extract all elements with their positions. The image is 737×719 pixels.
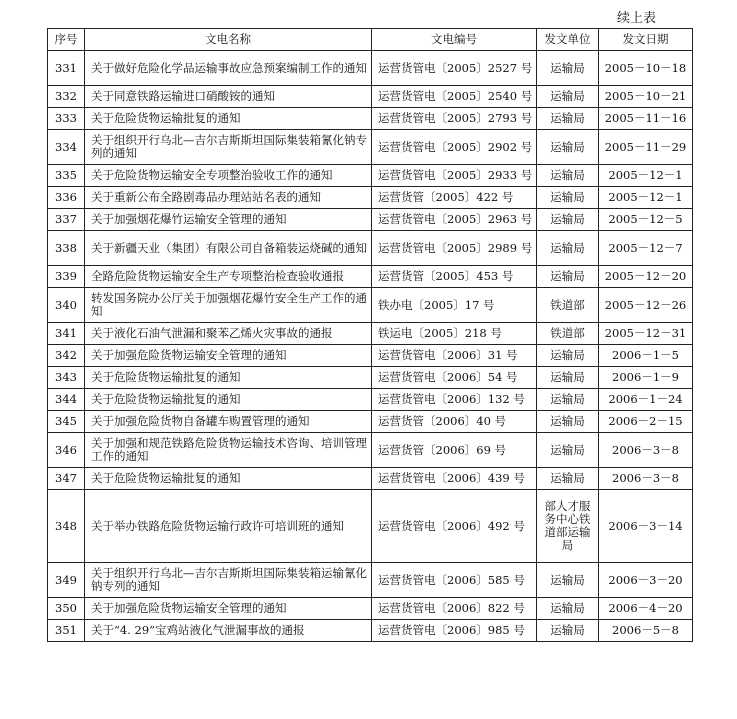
row-no: 337 [48,209,85,231]
row-no: 349 [48,563,85,598]
row-date: 2006－3－14 [599,490,693,563]
row-unit: 运输局 [537,187,599,209]
row-no: 334 [48,130,85,165]
table-row [48,563,693,598]
row-title: 关于危险货物运输安全专项整治验收工作的通知 [85,165,372,187]
row-code: 运营货管〔2005〕453 号 [372,266,537,288]
row-title: 关于加强危险货物自备罐车购置管理的通知 [85,411,372,433]
row-code: 运营货管电〔2005〕2989 号 [372,231,537,266]
row-unit: 运输局 [537,266,599,288]
row-date: 2005－12－7 [599,231,693,266]
row-date: 2005－11－16 [599,108,693,130]
table-row [48,130,693,165]
row-date: 2006－3－8 [599,468,693,490]
table-row [48,598,693,620]
row-code: 运营货管电〔2006〕54 号 [372,367,537,389]
row-code: 运营货管电〔2006〕822 号 [372,598,537,620]
table-row [48,187,693,209]
row-no: 339 [48,266,85,288]
row-no: 338 [48,231,85,266]
table-row [48,433,693,468]
header-no: 序号 [48,29,85,51]
row-unit: 铁道部 [537,323,599,345]
row-title: 转发国务院办公厅关于加强烟花爆竹安全生产工作的通知 [85,288,372,323]
row-no: 333 [48,108,85,130]
row-date: 2005－12－31 [599,323,693,345]
header-unit: 发文单位 [537,29,599,51]
row-title: 关于组织开行乌北—吉尔吉斯斯坦国际集装箱氰化钠专列的通知 [85,130,372,165]
table-row [48,288,693,323]
row-title: 关于加强危险货物运输安全管理的通知 [85,598,372,620]
row-code: 铁运电〔2005〕218 号 [372,323,537,345]
row-date: 2005－12－26 [599,288,693,323]
table-row [48,108,693,130]
header-date: 发文日期 [599,29,693,51]
row-code: 运营货管电〔2005〕2963 号 [372,209,537,231]
row-code: 运营货管电〔2006〕492 号 [372,490,537,563]
row-date: 2006－1－5 [599,345,693,367]
row-title: 关于危险货物运输批复的通知 [85,468,372,490]
row-unit: 运输局 [537,468,599,490]
row-date: 2006－1－9 [599,367,693,389]
row-date: 2005－12－5 [599,209,693,231]
row-unit: 运输局 [537,209,599,231]
row-code: 运营货管电〔2006〕439 号 [372,468,537,490]
row-code: 运营货管电〔2006〕132 号 [372,389,537,411]
row-unit: 运输局 [537,108,599,130]
row-unit: 运输局 [537,86,599,108]
row-title: 关于同意铁路运输进口硝酸铵的通知 [85,86,372,108]
table-row [48,323,693,345]
table-row [48,231,693,266]
row-no: 351 [48,620,85,642]
row-no: 343 [48,367,85,389]
row-title: 全路危险货物运输安全生产专项整治检查验收通报 [85,266,372,288]
row-title: 关于危险货物运输批复的通知 [85,367,372,389]
row-code: 运营货管电〔2006〕985 号 [372,620,537,642]
row-unit: 运输局 [537,433,599,468]
table-row [48,51,693,86]
row-date: 2005－12－1 [599,187,693,209]
row-date: 2005－10－18 [599,51,693,86]
row-date: 2005－10－21 [599,86,693,108]
row-title: 关于“4. 29”宝鸡站液化气泄漏事故的通报 [85,620,372,642]
row-unit: 铁道部 [537,288,599,323]
row-title: 关于加强烟花爆竹运输安全管理的通知 [85,209,372,231]
row-title: 关于危险货物运输批复的通知 [85,389,372,411]
row-no: 341 [48,323,85,345]
row-title: 关于危险货物运输批复的通知 [85,108,372,130]
row-date: 2005－12－1 [599,165,693,187]
row-no: 340 [48,288,85,323]
row-unit: 运输局 [537,563,599,598]
row-title: 关于液化石油气泄漏和聚苯乙烯火灾事故的通报 [85,323,372,345]
row-unit: 运输局 [537,389,599,411]
table-row [48,86,693,108]
row-date: 2006－1－24 [599,389,693,411]
row-unit: 运输局 [537,231,599,266]
row-code: 运营货管电〔2005〕2902 号 [372,130,537,165]
row-title: 关于组织开行乌北—吉尔吉斯斯坦国际集装箱运输氰化钠专列的通知 [85,563,372,598]
row-code: 运营货管电〔2006〕31 号 [372,345,537,367]
row-code: 运营货管电〔2005〕2527 号 [372,51,537,86]
row-code: 运营货管〔2006〕40 号 [372,411,537,433]
row-title: 关于做好危险化学品运输事故应急预案编制工作的通知 [85,51,372,86]
row-code: 运营货管电〔2005〕2933 号 [372,165,537,187]
header-row [48,29,693,51]
table-row [48,345,693,367]
row-title: 关于加强危险货物运输安全管理的通知 [85,345,372,367]
row-code: 运营货管〔2006〕69 号 [372,433,537,468]
row-code: 运营货管〔2005〕422 号 [372,187,537,209]
row-code: 运营货管电〔2005〕2793 号 [372,108,537,130]
row-no: 342 [48,345,85,367]
table-row [48,165,693,187]
row-date: 2006－3－8 [599,433,693,468]
row-date: 2005－12－20 [599,266,693,288]
row-title: 关于新疆天业（集团）有限公司自备箱装运烧碱的通知 [85,231,372,266]
row-title: 关于重新公布全路剧毒品办理站站名表的通知 [85,187,372,209]
row-unit: 运输局 [537,411,599,433]
row-no: 350 [48,598,85,620]
row-unit: 运输局 [537,165,599,187]
table-row [48,266,693,288]
document-table [47,28,693,642]
row-title: 关于举办铁路危险货物运输行政许可培训班的通知 [85,490,372,563]
table-row [48,490,693,563]
row-date: 2005－11－29 [599,130,693,165]
continued-caption: 续上表 [617,11,657,26]
table-row [48,620,693,642]
row-unit: 运输局 [537,367,599,389]
row-date: 2006－5－8 [599,620,693,642]
row-date: 2006－4－20 [599,598,693,620]
header-code: 文电编号 [372,29,537,51]
row-no: 336 [48,187,85,209]
table-row [48,209,693,231]
row-unit: 运输局 [537,130,599,165]
row-date: 2006－3－20 [599,563,693,598]
row-title: 关于加强和规范铁路危险货物运输技术咨询、培训管理工作的通知 [85,433,372,468]
header-title: 文电名称 [85,29,372,51]
row-no: 348 [48,490,85,563]
row-date: 2006－2－15 [599,411,693,433]
row-no: 332 [48,86,85,108]
row-unit: 运输局 [537,598,599,620]
row-code: 运营货管电〔2005〕2540 号 [372,86,537,108]
table-row [48,389,693,411]
row-unit: 运输局 [537,345,599,367]
row-unit: 运输局 [537,620,599,642]
row-unit: 运输局 [537,51,599,86]
table-row [48,367,693,389]
row-no: 345 [48,411,85,433]
row-code: 铁办电〔2005〕17 号 [372,288,537,323]
row-no: 335 [48,165,85,187]
row-no: 344 [48,389,85,411]
row-code: 运营货管电〔2006〕585 号 [372,563,537,598]
row-no: 347 [48,468,85,490]
row-unit: 部人才服务中心铁道部运输局 [537,490,599,563]
table-row [48,411,693,433]
table-row [48,468,693,490]
row-no: 331 [48,51,85,86]
row-no: 346 [48,433,85,468]
